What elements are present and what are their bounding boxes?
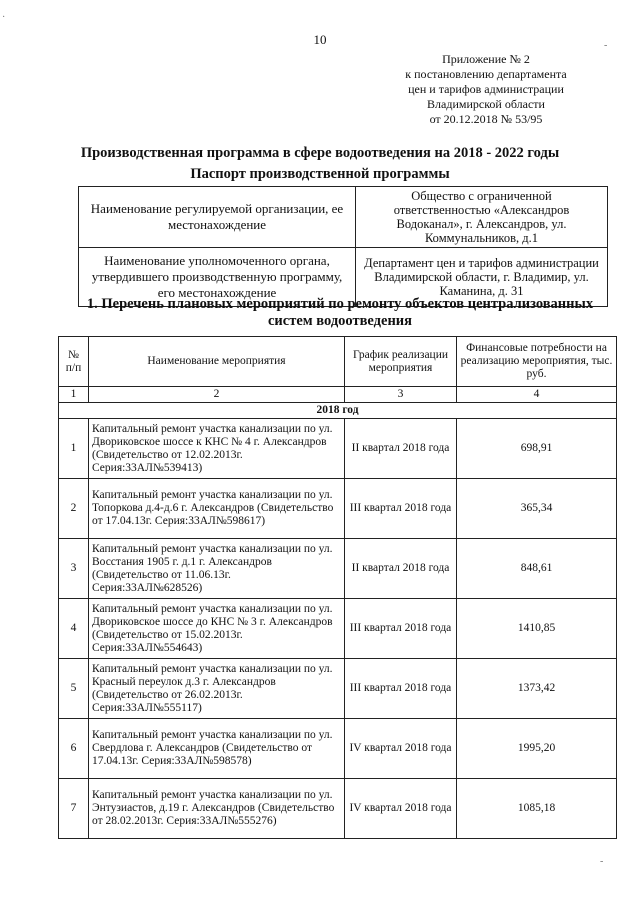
measure-name: Капитальный ремонт участка канализации по ул. Энтузиастов, д.19 г. Александров (Свидетельство от 28.02.2013г. Серия:33АЛ№555276) [89,779,345,839]
passport-title: Паспорт производственной программы [190,166,450,182]
column-number: 4 [457,387,617,403]
appendix-line: к постановлению департамента [405,67,567,81]
measure-name: Капитальный ремонт участка канализации по ул. Восстания 1905 г. д.1 г. Александров (Свидетельство от 11.06.13г. Серия:33АЛ№628526) [89,539,345,599]
measure-number: 4 [59,599,89,659]
passport-label: Наименование уполномоченного органа, утвердившего производственную программу, его местонахождение [79,248,356,307]
passport-value: Департамент цен и тарифов администрации Владимирской области, г. Владимир, ул. Каманина, д. 31 [356,248,608,307]
year-row [59,403,617,419]
appendix-line: от 20.12.2018 № 53/95 [429,112,543,126]
appendix-line: Приложение № 2 [442,52,530,66]
measure-name: Капитальный ремонт участка канализации по ул. Топоркова д.4-д.6 г. Александров (Свидетельство от 17.04.13г. Серия:33АЛ№598617) [89,479,345,539]
scan-artifact: · [2,12,6,23]
document-title: Производственная программа в сфере водоотведения на 2018 - 2022 годы [80,145,560,161]
column-number: 3 [345,387,457,403]
passport-row [79,187,608,248]
header-schedule: График реализации мероприятия [345,337,457,387]
appendix-block [376,52,596,127]
header-num: № п/п [59,337,89,387]
measure-row [59,599,617,659]
measure-row [59,539,617,599]
measure-cost: 1410,85 [457,599,617,659]
passport-table [78,186,608,307]
section-title: 1. Перечень плановых мероприятий по ремонту объектов централизованных систем водоотведения [86,296,594,329]
measure-schedule: III квартал 2018 года [345,659,457,719]
column-number-row [59,387,617,403]
measure-number: 1 [59,419,89,479]
measure-row [59,659,617,719]
measure-number: 5 [59,659,89,719]
column-number: 1 [59,387,89,403]
measure-cost: 365,34 [457,479,617,539]
scan-artifact: ‐ [604,40,608,51]
measure-number: 6 [59,719,89,779]
header-cost: Финансовые потребности на реализацию мероприятия, тыс. руб. [457,337,617,387]
measure-name: Капитальный ремонт участка канализации по ул. Двориковское шоссе к КНС № 4 г. Александров (Свидетельство от 12.02.2013г. Серия:33АЛ№539413) [89,419,345,479]
measure-row [59,419,617,479]
measure-cost: 1995,20 [457,719,617,779]
measure-cost: 1373,42 [457,659,617,719]
measure-row [59,479,617,539]
measure-schedule: II квартал 2018 года [345,419,457,479]
measure-schedule: IV квартал 2018 года [345,779,457,839]
scan-artifact: ‐ [600,856,604,867]
passport-label: Наименование регулируемой организации, ее местонахождение [79,187,356,248]
passport-value: Общество с ограниченной ответственностью «Александров Водоканал», г. Александров, ул. Коммунальников, д.1 [356,187,608,248]
header-name: Наименование мероприятия [89,337,345,387]
appendix-line: Владимирской области [427,97,545,111]
year-label: 2018 год [59,403,617,419]
measure-name: Капитальный ремонт участка канализации по ул. Красный переулок д.3 г. Александров (Свидетельство от 26.02.2013г. Серия:33АЛ№555117) [89,659,345,719]
measures-table [58,336,617,839]
measure-name: Капитальный ремонт участка канализации по ул. Свердлова г. Александров (Свидетельство от 17.04.13г. Серия:33АЛ№598578) [89,719,345,779]
measure-number: 3 [59,539,89,599]
measure-number: 2 [59,479,89,539]
measure-name: Капитальный ремонт участка канализации по ул. Двориковское шоссе до КНС № 3 г. Александров (Свидетельство от 15.02.2013г. Серия:33АЛ№554643) [89,599,345,659]
measure-schedule: III квартал 2018 года [345,599,457,659]
page-number: 10 [313,32,327,47]
measure-row [59,719,617,779]
measure-schedule: III квартал 2018 года [345,479,457,539]
measure-cost: 1085,18 [457,779,617,839]
measure-schedule: II квартал 2018 года [345,539,457,599]
measure-cost: 698,91 [457,419,617,479]
measure-number: 7 [59,779,89,839]
header-row [59,337,617,387]
measure-row [59,779,617,839]
measure-schedule: IV квартал 2018 года [345,719,457,779]
column-number: 2 [89,387,345,403]
appendix-line: цен и тарифов администрации [408,82,564,96]
measure-cost: 848,61 [457,539,617,599]
